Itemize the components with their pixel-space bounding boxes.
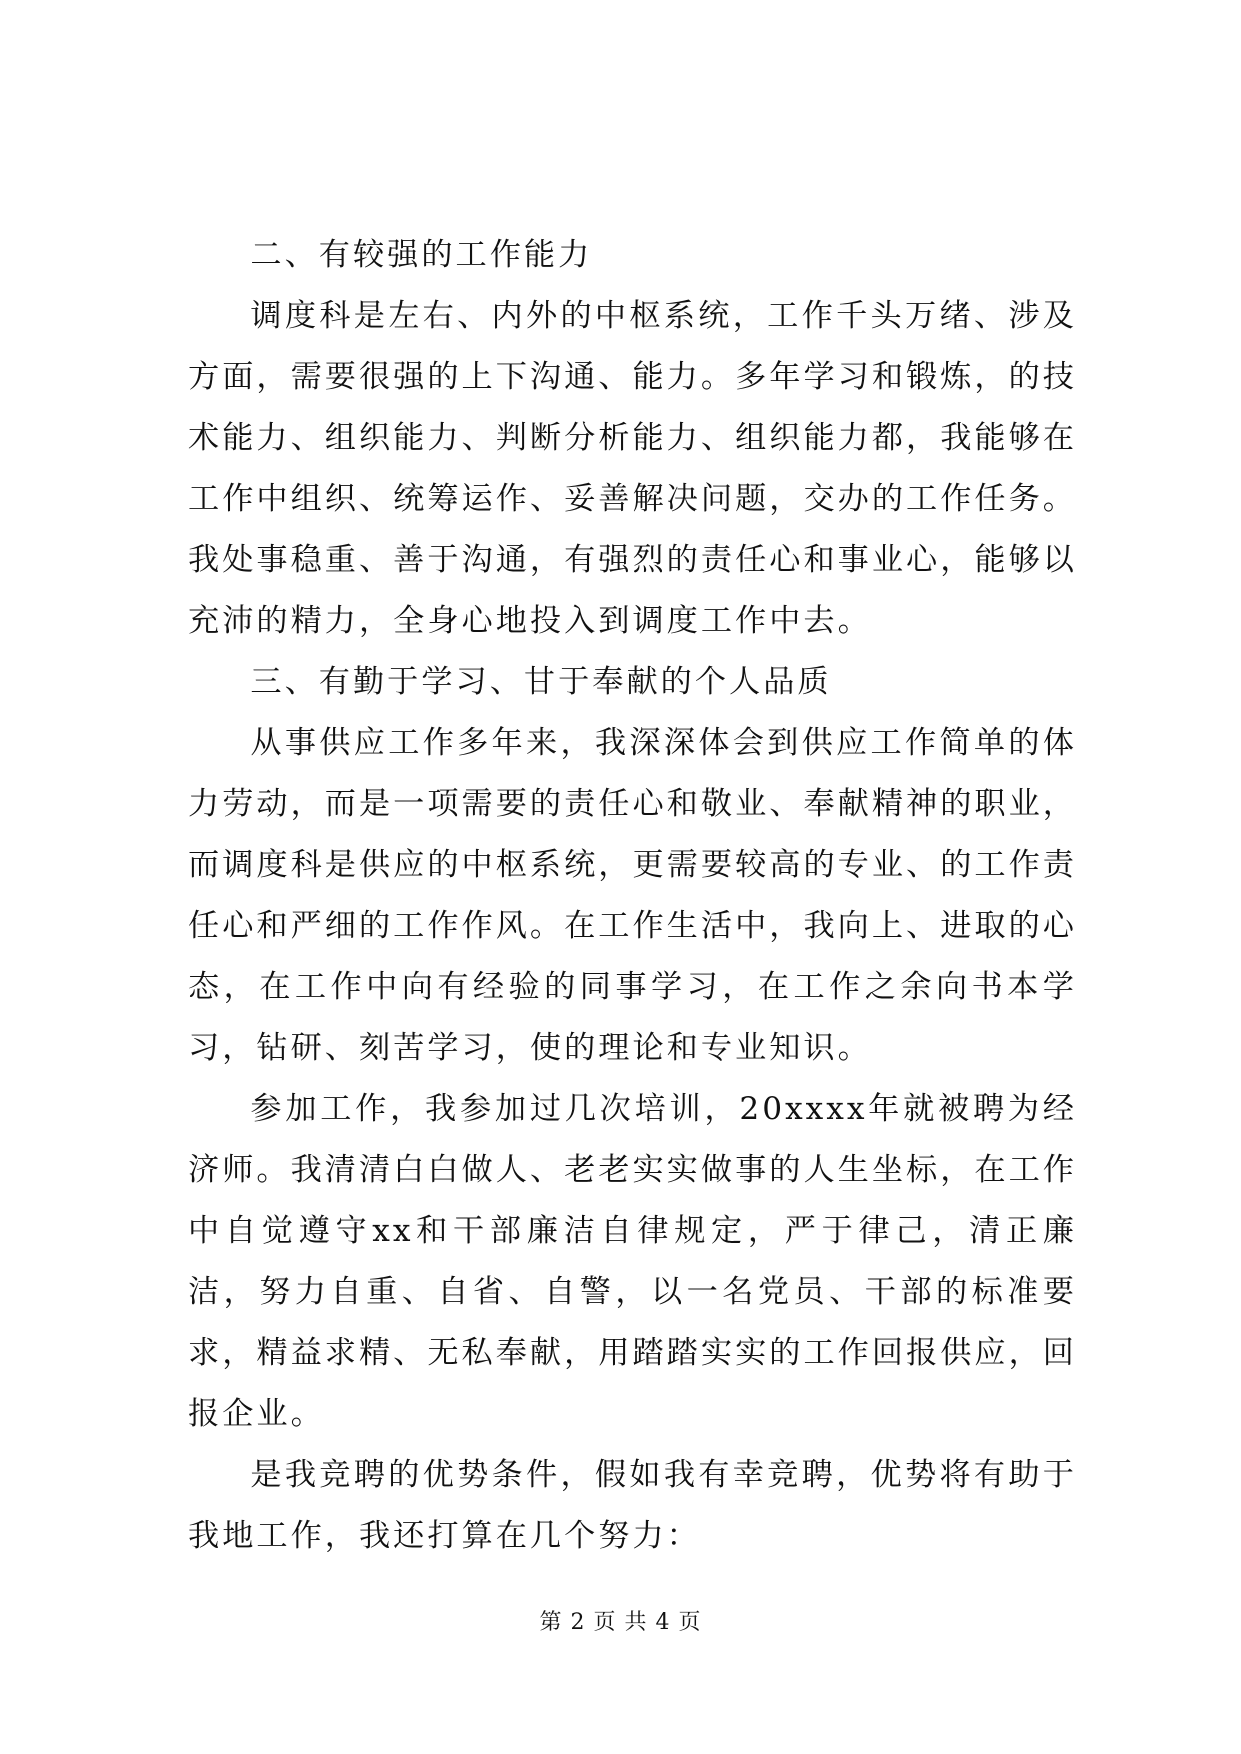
paragraph-advantages: 是我竞聘的优势条件，假如我有幸竞聘，优势将有助于我地工作，我还打算在几个努力： [188,1457,1077,1554]
section-heading-3: 三、有勤于学习、甘于奉献的个人品质 [250,664,832,700]
document-body [188,225,1077,1567]
section-heading-2: 二、有较强的工作能力 [250,237,593,273]
paragraph-training: 参加工作，我参加过几次培训，20xxxx年就被聘为经济师。我清清白白做人、老老实实做事的人生坐标，在工作中自觉遵守xx和干部廉洁自律规定，严于律己，清正廉洁，努力自重、自省、自警，以一名党员、干部的标准要求，精益求精、无私奉献，用踏踏实实的工作回报供应，回报企业。 [188,1091,1077,1432]
paragraph-work-ability: 调度科是左右、内外的中枢系统，工作千头万绪、涉及方面，需要很强的上下沟通、能力。多年学习和锻炼，的技术能力、组织能力、判断分析能力、组织能力都，我能够在工作中组织、统筹运作、妥善解决问题，交办的工作任务。我处事稳重、善于沟通，有强烈的责任心和事业心，能够以充沛的精力，全身心地投入到调度工作中去。 [188,298,1077,639]
page-number-footer: 第 2 页 共 4 页 [539,1610,702,1635]
paragraph-supply-work: 从事供应工作多年来，我深深体会到供应工作简单的体力劳动，而是一项需要的责任心和敬业、奉献精神的职业，而调度科是供应的中枢系统，更需要较高的专业、的工作责任心和严细的工作作风。在工作生活中，我向上、进取的心态，在工作中向有经验的同事学习，在工作之余向书本学习，钻研、刻苦学习，使的理论和专业知识。 [188,725,1077,1066]
